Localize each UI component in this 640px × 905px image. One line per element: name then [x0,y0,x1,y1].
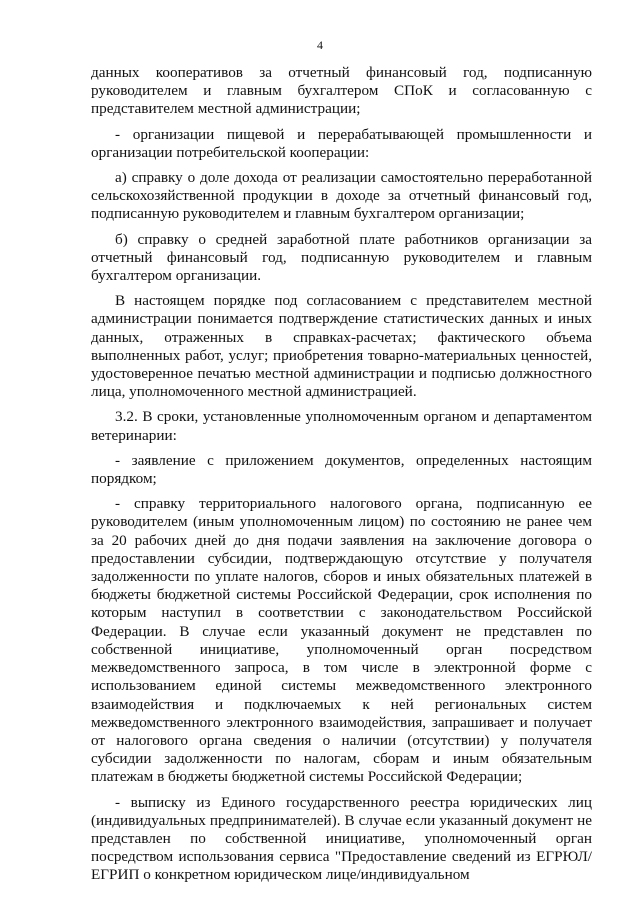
paragraph-tax-certificate: - справку территориального налогового органа, подписанную ее руководителем (иным уполномоченным лицом) по состоянию не ранее чем за 20 рабочих дней до дня подачи заявления на заключение договора о предоставлении субсидии, подтверждающую отсутствие у получателя задолженности по уплате налогов, сборов и иных обязательных платежей в бюджеты бюджетной системы Российской Федерации, срок исполнения по которым наступил в соответствии с законодательством Российской Федерации. В случае если указанный документ не представлен по собственной инициативе, уполномоченный орган посредством межведомственного запроса, в том числе в электронной форме с использованием единой системы межведомственного электронного взаимодействия и подключаемых к ней региональных систем межведомственного электронного взаимодействия, запрашивает и получает от налогового органа сведения о наличии (отсутствии) у получателя субсидии задолженности по налогам, сборам и иным обязательным платежам в бюджеты бюджетной системы Российской Федерации; [91,495,592,786]
paragraph-approval-definition: В настоящем порядке под согласованием с представителем местной администрации понимается подтверждение статистических данных и иных данных, отраженных в справках-расчетах; фактического объема выполненных работ, услуг; приобретения товарно-материальных ценностей, удостоверенное печатью местной администрации и подписью должностного лица, уполномоченного местной администрацией. [91,292,592,401]
paragraph-cooperatives-report: данных кооперативов за отчетный финансовый год, подписанную руководителем и главным бухгалтером СПоК и согласованную с представителем местной администрации; [91,64,592,118]
paragraph-section-3-2: 3.2. В сроки, установленные уполномоченным органом и департаментом ветеринарии: [91,408,592,444]
paragraph-food-industry: - организации пищевой и перерабатывающей промышленности и организации потребительской кооперации: [91,125,592,161]
page-number: 4 [317,38,323,52]
paragraph-salary-certificate: б) справку о средней заработной плате работников организации за отчетный финансовый год, подписанную руководителем и главным бухгалтером организации. [91,230,592,285]
paragraph-registry-extract: - выписку из Единого государственного реестра юридических лиц (индивидуальных предпринимателей). В случае если указанный документ не представлен по собственной инициативе, уполномоченный орган посредством использования сервиса "Предоставление сведений из ЕГРЮЛ/ЕГРИП о конкретном юридическом лице/индивидуальном [91,793,592,884]
paragraph-application: - заявление с приложением документов, определенных настоящим порядком; [91,451,592,488]
document-body [91,64,592,889]
paragraph-income-share-certificate: а) справку о доле дохода от реализации самостоятельно переработанной сельскохозяйственной продукции в доходе за отчетный финансовый год, подписанную руководителем и главным бухгалтером организации; [91,169,592,223]
